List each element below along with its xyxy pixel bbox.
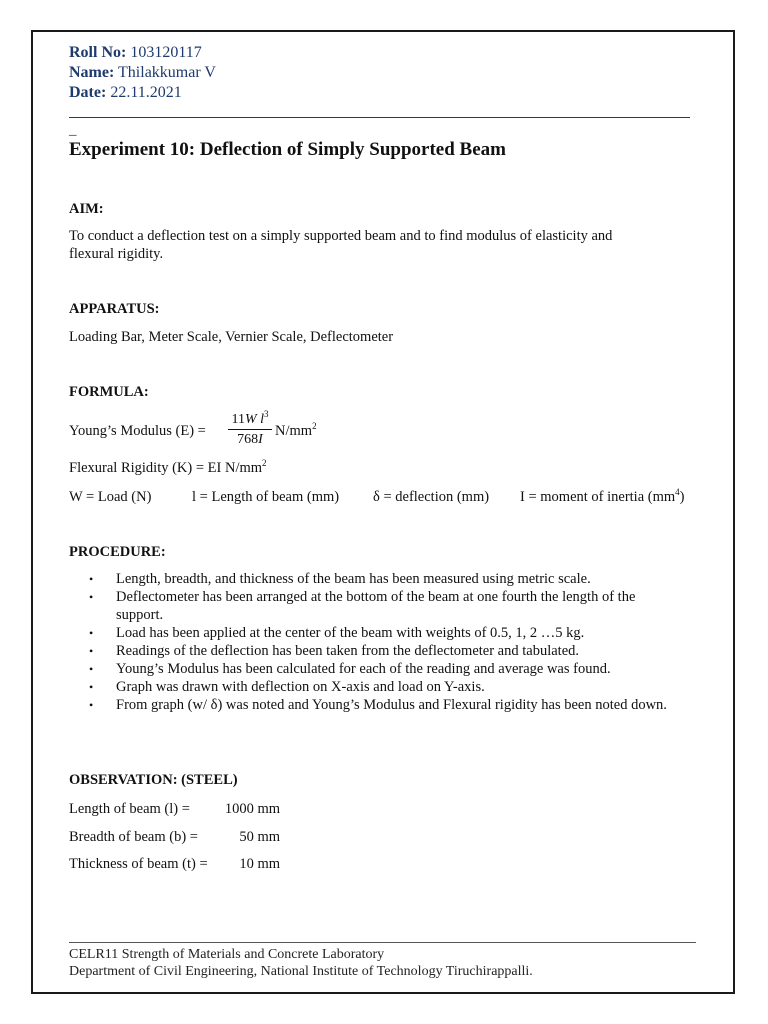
aim-heading: AIM:: [69, 201, 104, 217]
bullet-icon: •: [89, 680, 94, 694]
aim-text-line1: To conduct a deflection test on a simply supported beam and to find modulus of elasticity and: [69, 228, 613, 244]
obs-length-value: 1000 mm: [224, 801, 280, 817]
apparatus-heading: APPARATUS:: [69, 301, 160, 317]
flexural-rigidity: Flexural Rigidity (K) = EI $N/mm^2$: [69, 458, 267, 476]
procedure-step: • Load has been applied at the center of the beam with weights of 0.5, 1, 2 …5 kg.: [89, 625, 585, 641]
youngs-modulus-unit: $N/mm^2$: [275, 421, 317, 439]
footer-course: CELR11 Strength of Materials and Concrete Laboratory: [69, 947, 385, 962]
procedure-step: • Length, breadth, and thickness of the beam has been measured using metric scale.: [89, 571, 591, 587]
student-name: Name: Thilakkumar V: [69, 64, 216, 81]
variable-w: W = Load (N): [69, 489, 152, 505]
footer-divider: [69, 942, 696, 943]
fraction-numerator: 11W $l^3$: [231, 409, 269, 427]
youngs-modulus-fraction: [225, 411, 275, 448]
variable-i: I = moment of inertia $(mm^4)$: [520, 487, 685, 505]
fraction-denominator: 768I: [237, 432, 263, 447]
obs-length-label: Length of beam (l) =: [69, 801, 190, 817]
procedure-list: [89, 570, 681, 714]
formula-heading: FORMULA:: [69, 384, 149, 400]
roll-number: Roll No: 103120117: [69, 44, 202, 61]
variable-l: l = Length of beam (mm): [192, 489, 340, 505]
footer-department: Department of Civil Engineering, National Institute of Technology Tiruchirappalli.: [69, 964, 533, 979]
bullet-icon: •: [89, 698, 94, 712]
bullet-icon: •: [89, 572, 94, 586]
bullet-icon: •: [89, 590, 94, 604]
header-underscore: _: [69, 122, 77, 138]
youngs-modulus-label: Young’s Modulus (E) =: [69, 423, 206, 439]
bullet-icon: •: [89, 626, 94, 640]
procedure-step: • Graph was drawn with deflection on X-axis and load on Y-axis.: [89, 679, 485, 695]
apparatus-text: Loading Bar, Meter Scale, Vernier Scale, Deflectometer: [69, 329, 394, 345]
obs-breadth-value: 50 mm: [239, 829, 280, 845]
observation-heading: OBSERVATION: (STEEL): [69, 772, 238, 788]
procedure-step: • Readings of the deflection has been taken from the deflectometer and tabulated.: [89, 643, 580, 659]
obs-breadth-label: Breadth of beam (b) =: [69, 829, 198, 845]
header-divider: [69, 117, 690, 118]
obs-thickness-value: 10 mm: [239, 856, 280, 872]
date: Date: 22.11.2021: [69, 84, 182, 101]
page-border: [31, 30, 735, 994]
page-title: Experiment 10: Deflection of Simply Supported Beam: [69, 139, 506, 160]
obs-thickness-label: Thickness of beam (t) =: [69, 856, 208, 872]
procedure-step: • Young’s Modulus has been calculated for each of the reading and average was found.: [89, 661, 611, 677]
variable-delta: δ = deflection (mm): [373, 489, 490, 505]
aim-text-line2: flexural rigidity.: [69, 246, 164, 262]
bullet-icon: •: [89, 644, 94, 658]
procedure-step: • From graph (w/ δ) was noted and Young’s Modulus and Flexural rigidity has been noted down.: [89, 697, 667, 713]
fraction-bar: [228, 429, 272, 430]
procedure-step: • Deflectometer has been arranged at the bottom of the beam at one fourth the length of the support.: [89, 589, 636, 623]
bullet-icon: •: [89, 662, 94, 676]
procedure-heading: PROCEDURE:: [69, 544, 166, 560]
